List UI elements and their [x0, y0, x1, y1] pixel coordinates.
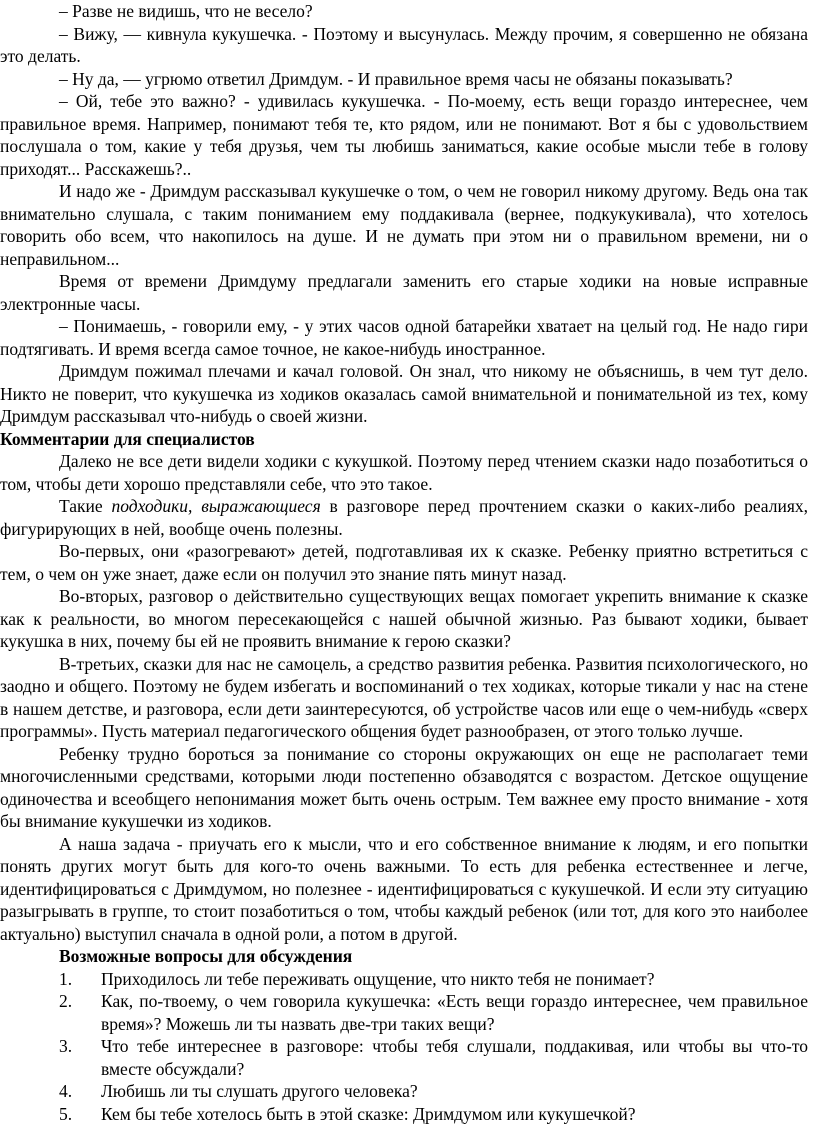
story-paragraph: – Ой, тебе это важно? - удивилась кукушечка. - По-моему, есть вещи гораздо интереснее, чем правильное время. Например, понимают тебя те, кто рядом, или не понимают. Вот я бы с удовольствием послушала о том, какие у тебя друзья, чем ты любишь заниматься, какие особые мысли тебе в голову приходят... Расскажешь?..: [0, 91, 808, 179]
comment-paragraph: Во-вторых, разговор о действительно существующих вещах помогает укрепить внимание к сказке как к реальности, во многом пересекающейся с нашей обычной жизнью. Раз бывают ходики, бывает кукушка в них, почему бы ей не проявить внимание к герою сказки?: [0, 586, 808, 651]
list-item-text: Что тебе интереснее в разговоре: чтобы тебя слушали, поддакивая, или чтобы вы что-то вместе обсуждали?: [101, 1036, 808, 1079]
story-paragraph: И надо же - Дримдум рассказывал кукушечке о том, о чем не говорил никому другому. Ведь она так внимательно слушала, с таким пониманием ему поддакивала (вернее, подкукукивала), что хотелось говорить обо всем, что накопилось на душе. И не думать при этом ни о правильном времени, ни о неправильном...: [0, 181, 808, 269]
list-item-text: Приходилось ли тебе переживать ощущение, что никто тебя не понимает?: [101, 968, 655, 989]
comment-paragraph: А наша задача - приучать его к мысли, что и его собственное внимание к людям, и его попытки понять других могут быть для кого-то очень важными. То есть для ребенка естественнее и легче, идентифицироваться с Дримдумом, но полезнее - идентифицироваться с кукушечкой. И если эту ситуацию разыгрывать в группе, то стоит позаботиться о том, чтобы каждый ребенок (или тот, для кого это наиболее актуально) выступил сначала в одной роли, а потом в другой.: [0, 833, 808, 944]
comment-paragraph: Далеко не все дети видели ходики с кукушкой. Поэтому перед чтением сказки надо позаботиться о том, чтобы дети хорошо представляли себе, что это такое.: [0, 451, 808, 494]
list-item-number: 4.: [59, 1081, 73, 1101]
comment-paragraph: В-третьих, сказки для нас не самоцель, а средство развития ребенка. Развития психологического, но заодно и общего. Поэтому не будем избегать и воспоминаний о тех ходиках, которые тикали у нас на стене в нашем детстве, и разговора, если дети заинтересуются, об устройстве часов или еще о чем-нибудь «сверх программы». Пусть материал педагогического общения будет разнообразен, от этого только лучше.: [0, 653, 808, 741]
story-paragraph: Дримдум пожимал плечами и качал головой. Он знал, что никому не объяснишь, в чем тут дело. Никто не поверит, что кукушечка из ходиков оказалась самой внимательной и понимательной из тех, кому Дримдум рассказывал что-нибудь о своей жизни.: [0, 361, 808, 426]
list-item-text: Кем бы тебе хотелось быть в этой сказке: Дримдумом или кукушечкой?: [101, 1103, 636, 1124]
list-item-number: 5.: [59, 1103, 73, 1124]
list-item-number: 1.: [59, 968, 73, 989]
questions-list: [0, 968, 808, 1126]
list-item-number: 3.: [59, 1036, 73, 1056]
comment-paragraph: Ребенку трудно бороться за понимание со стороны окружающих он еще не располагает теми многочисленными средствами, которыми люди постепенно обзаводятся с возрастом. Детское ощущение одиночества и всеобщего непонимания может быть очень острым. Тем важнее ему просто внимание - хотя бы внимание кукушечки из ходиков.: [0, 743, 808, 831]
list-item: [0, 1035, 808, 1080]
list-item: [0, 968, 808, 991]
list-item-text: Любишь ли ты слушать другого человека?: [101, 1081, 418, 1101]
comment-text: в разговоре перед прочтением сказки о каких-либо реалиях, фигурирующих в ней, вообще очень полезны.: [0, 496, 808, 539]
questions-heading: Возможные вопросы для обсуждения: [59, 946, 353, 966]
comment-paragraph: [0, 495, 808, 540]
list-item: [0, 1103, 808, 1126]
list-item-number: 2.: [59, 991, 73, 1011]
list-item-text: Как, по-твоему, о чем говорила кукушечка: «Есть вещи гораздо интереснее, чем правильное время»? Можешь ли ты назвать две-три таких вещи?: [101, 991, 808, 1034]
comments-heading: Комментарии для специалистов: [0, 428, 255, 449]
list-item: [0, 990, 808, 1035]
story-paragraph: – Понимаешь, - говорили ему, - у этих часов одной батарейки хватает на целый год. Не надо гири подтягивать. И время всегда самое точное, не какое-нибудь иностранное.: [0, 316, 808, 359]
list-item: [0, 1080, 808, 1103]
comment-paragraph: Во-первых, они «разогревают» детей, подготавливая их к сказке. Ребенку приятно встретиться с тем, о чем он уже знает, даже если он получил это знание пять минут назад.: [0, 541, 808, 584]
story-paragraph: Время от времени Дримдуму предлагали заменить его старые ходики на новые исправные электронные часы.: [0, 271, 808, 314]
story-paragraph: – Разве не видишь, что не весело?: [59, 1, 313, 21]
story-paragraph: – Ну да, — угрюмо ответил Дримдум. - И правильное время часы не обязаны показывать?: [59, 68, 733, 89]
comment-text: Такие: [59, 496, 112, 516]
comment-italic-text: подходики, выражающиеся: [111, 496, 321, 516]
story-paragraph: – Вижу, — кивнула кукушечка. - Поэтому и высунулась. Между прочим, я совершенно не обязана это делать.: [0, 23, 808, 66]
